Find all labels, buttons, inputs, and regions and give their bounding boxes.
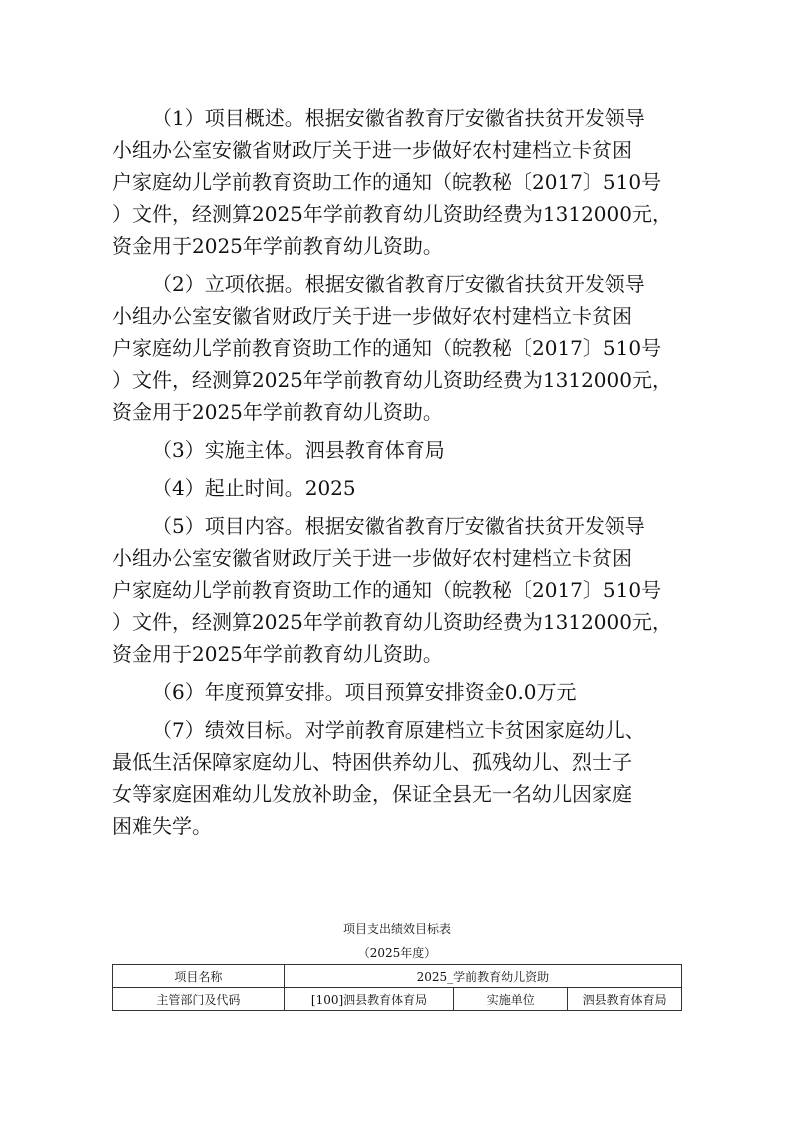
paragraph-subject [112, 434, 682, 466]
text-line: （7）绩效目标。对学前教育原建档立卡贫困家庭幼儿、 [152, 718, 645, 742]
impl-unit-label: 实施单位 [454, 988, 568, 1011]
table-row [113, 988, 682, 1011]
paragraph-period [112, 472, 682, 504]
text-line: 户家庭幼儿学前教育资助工作的通知（皖教秘〔2017〕510号 [112, 170, 662, 194]
project-name-label: 项目名称 [113, 965, 285, 988]
text-line: 小组办公室安徽省财政厅关于进一步做好农村建档立卡贫困 [112, 138, 632, 162]
text-line: （6）年度预算安排。项目预算安排资金0.0万元 [152, 680, 577, 704]
text-line: 女等家庭困难幼儿发放补助金，保证全县无一名幼儿因家庭 [112, 782, 632, 806]
body-text [112, 102, 682, 848]
dept-label: 主管部门及代码 [113, 988, 285, 1011]
text-line: （4）起止时间。2025 [152, 476, 356, 500]
text-line: ）文件，经测算2025年学前教育幼儿资助经费为1312000元， [112, 368, 672, 392]
text-line: ）文件，经测算2025年学前教育幼儿资助经费为1312000元， [112, 610, 672, 634]
text-line: 户家庭幼儿学前教育资助工作的通知（皖教秘〔2017〕510号 [112, 578, 662, 602]
dept-value: [100]泗县教育体育局 [284, 988, 454, 1011]
table-subtitle: （2025年度） [357, 946, 437, 960]
text-line: 户家庭幼儿学前教育资助工作的通知（皖教秘〔2017〕510号 [112, 336, 662, 360]
project-name-value: 2025_学前教育幼儿资助 [284, 965, 681, 988]
impl-unit-value: 泗县教育体育局 [568, 988, 682, 1011]
text-line: 资金用于2025年学前教育幼儿资助。 [112, 642, 443, 666]
text-line: ）文件，经测算2025年学前教育幼儿资助经费为1312000元， [112, 202, 672, 226]
text-line: （1）项目概述。根据安徽省教育厅安徽省扶贫开发领导 [152, 106, 645, 130]
text-line: 小组办公室安徽省财政厅关于进一步做好农村建档立卡贫困 [112, 304, 632, 328]
text-line: 最低生活保障家庭幼儿、特困供养幼儿、孤残幼儿、烈士子 [112, 750, 632, 774]
text-line: （2）立项依据。根据安徽省教育厅安徽省扶贫开发领导 [152, 272, 645, 296]
table-title: 项目支出绩效目标表 [342, 922, 451, 936]
text-line: （5）项目内容。根据安徽省教育厅安徽省扶贫开发领导 [152, 514, 645, 538]
paragraph-overview [112, 102, 682, 262]
text-line: 小组办公室安徽省财政厅关于进一步做好农村建档立卡贫困 [112, 546, 632, 570]
paragraph-budget [112, 676, 682, 708]
paragraph-basis [112, 268, 682, 428]
table-row [113, 965, 682, 988]
text-line: 困难失学。 [112, 814, 212, 838]
text-line: 资金用于2025年学前教育幼儿资助。 [112, 400, 443, 424]
paragraph-content [112, 510, 682, 670]
text-line: 资金用于2025年学前教育幼儿资助。 [112, 234, 443, 258]
performance-target-table [112, 964, 682, 1011]
paragraph-goals [112, 714, 682, 842]
text-line: （3）实施主体。泗县教育体育局 [152, 438, 445, 462]
